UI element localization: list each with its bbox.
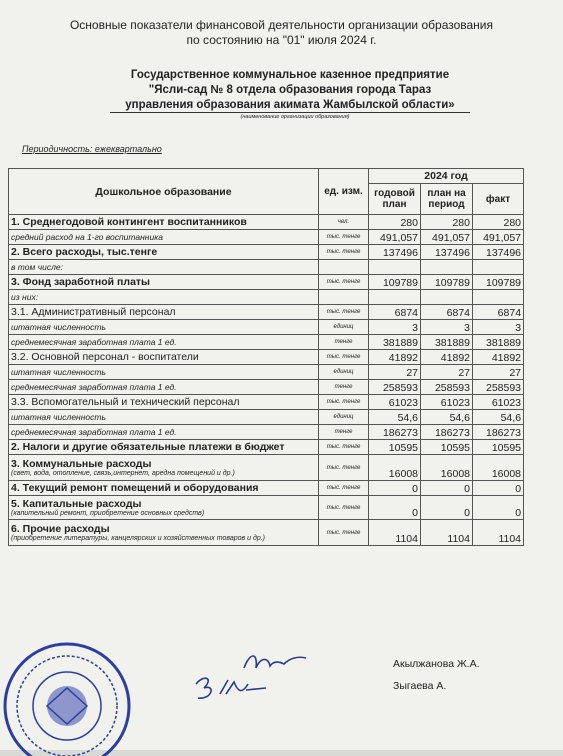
cell-annual: 41892 [369, 350, 421, 365]
row-name [9, 440, 319, 455]
cell-fact: 109789 [473, 275, 524, 290]
table-row [9, 260, 524, 275]
table-row [9, 481, 524, 496]
table-row [9, 496, 524, 520]
row-name-text: 4. Текущий ремонт помещений и оборудования [11, 482, 259, 494]
row-unit: тыс. тенге [319, 440, 369, 455]
periodicity: Периодичность: ежеквартально [22, 144, 162, 154]
cell-fact: 54,6 [473, 410, 524, 425]
cell-fact: 41892 [473, 350, 524, 365]
row-name-text: среднемесячная заработная плата 1 ед. [11, 382, 177, 392]
cell-fact: 186273 [473, 425, 524, 440]
row-name [9, 395, 319, 410]
row-name-text: 2. Налоги и другие обязательные платежи в бюджет [11, 441, 285, 453]
row-name-text: 1. Среднегодовой контингент воспитанников [11, 216, 247, 228]
cell-fact: 3 [473, 320, 524, 335]
row-name [9, 290, 319, 305]
row-name-text: средний расход на 1-го воспитанника [11, 232, 163, 242]
table-row [9, 380, 524, 395]
header-annual-plan: годовой план [369, 184, 421, 215]
row-name-text: 3.2. Основной персонал - воспитатели [11, 351, 199, 363]
cell-annual: 3 [369, 320, 421, 335]
cell-period: 109789 [421, 275, 473, 290]
cell-fact: 280 [473, 215, 524, 230]
row-unit: единиц [319, 410, 369, 425]
signature-2 [190, 672, 270, 704]
table-row [9, 245, 524, 260]
row-name [9, 365, 319, 380]
cell-annual: 16008 [369, 455, 421, 481]
cell-fact [473, 290, 524, 305]
row-subtext: (свет, вода, отопление, связь,интернет, аредна помещений и др.) [11, 470, 235, 477]
row-name-text: среднемесячная заработная плата 1 ед. [11, 427, 177, 437]
row-unit: тенге [319, 335, 369, 350]
cell-annual: 6874 [369, 305, 421, 320]
row-name [9, 350, 319, 365]
row-name [9, 260, 319, 275]
row-name-text: среднемесячная заработная плата 1 ед. [11, 337, 177, 347]
row-name [9, 245, 319, 260]
org-line-3: управления образования акимата Жамбылской области» [125, 99, 455, 111]
row-unit: тыс. тенге [319, 520, 369, 546]
cell-fact: 16008 [473, 455, 524, 481]
cell-period: 137496 [421, 245, 473, 260]
row-name-text: штатная численность [11, 322, 106, 332]
row-subtext: (приобретение литературы, канцелярских и хозяйственных товаров и др.) [11, 535, 265, 542]
row-unit: тыс. тенге [319, 395, 369, 410]
row-name [9, 335, 319, 350]
signatory-2-name: Зыгаева А. [393, 680, 447, 692]
cell-annual: 491,057 [369, 230, 421, 245]
row-name [9, 410, 319, 425]
row-name [9, 496, 319, 520]
cell-annual [369, 260, 421, 275]
table-row [9, 425, 524, 440]
row-name-text: в том числе: [11, 262, 63, 272]
row-name [9, 481, 319, 496]
cell-annual: 27 [369, 365, 421, 380]
financial-table [8, 168, 524, 546]
cell-period: 54,6 [421, 410, 473, 425]
row-unit: тыс. тенге [319, 455, 369, 481]
header-period-plan: план на период [421, 184, 473, 215]
cell-fact: 10595 [473, 440, 524, 455]
cell-period: 186273 [421, 425, 473, 440]
row-name [9, 520, 319, 546]
row-name [9, 305, 319, 320]
table-row [9, 215, 524, 230]
row-name-text: из них: [11, 292, 39, 302]
table-row [9, 320, 524, 335]
row-unit: тыс. тенге [319, 350, 369, 365]
cell-period: 491,057 [421, 230, 473, 245]
signatory-1-name: Акылжанова Ж.А. [393, 658, 480, 670]
cell-annual: 54,6 [369, 410, 421, 425]
cell-period [421, 260, 473, 275]
row-name-text: 5. Капитальные расходы [11, 498, 142, 510]
row-unit: тыс. тенге [319, 496, 369, 520]
cell-period: 280 [421, 215, 473, 230]
row-unit: тыс. тенге [319, 230, 369, 245]
cell-annual: 0 [369, 481, 421, 496]
cell-fact: 27 [473, 365, 524, 380]
row-name [9, 215, 319, 230]
row-name-text: штатная численность [11, 367, 106, 377]
row-name-text: 3. Фонд заработной платы [11, 276, 151, 288]
table-row [9, 230, 524, 245]
cell-period: 27 [421, 365, 473, 380]
cell-fact: 258593 [473, 380, 524, 395]
table-row [9, 520, 524, 546]
row-unit: тыс. тенге [319, 305, 369, 320]
cell-annual: 258593 [369, 380, 421, 395]
cell-annual: 186273 [369, 425, 421, 440]
row-subtext: (капительный ремонт, приобретение основных средств) [11, 510, 205, 517]
row-unit: тенге [319, 425, 369, 440]
cell-annual [369, 290, 421, 305]
document-date: по состоянию на "01" июля 2024 г. [186, 33, 377, 47]
header-fact: факт [473, 184, 524, 215]
cell-period: 258593 [421, 380, 473, 395]
cell-period: 3 [421, 320, 473, 335]
table-row [9, 290, 524, 305]
cell-annual: 109789 [369, 275, 421, 290]
row-name [9, 230, 319, 245]
cell-period: 61023 [421, 395, 473, 410]
row-name-text: 2. Всего расходы, тыс.тенге [11, 246, 158, 258]
cell-fact [473, 260, 524, 275]
row-name [9, 455, 319, 481]
row-name [9, 320, 319, 335]
cell-fact: 61023 [473, 395, 524, 410]
row-unit [319, 260, 369, 275]
cell-period: 41892 [421, 350, 473, 365]
table-row [9, 350, 524, 365]
header-name: Дошкольное образование [9, 169, 319, 215]
row-unit: тенге [319, 380, 369, 395]
cell-annual: 137496 [369, 245, 421, 260]
org-line-1: Государственное коммунальное казенное предприятие [130, 69, 450, 81]
cell-fact: 0 [473, 481, 524, 496]
table-row [9, 395, 524, 410]
row-name-text: 6. Прочие расходы [11, 523, 110, 535]
cell-annual: 61023 [369, 395, 421, 410]
row-name [9, 275, 319, 290]
table-row [9, 275, 524, 290]
cell-annual: 10595 [369, 440, 421, 455]
org-note: (наименование организации образования) [240, 114, 350, 120]
cell-fact: 1104 [473, 520, 524, 546]
cell-period: 1104 [421, 520, 473, 546]
cell-period [421, 290, 473, 305]
round-stamp [0, 626, 145, 756]
table-body [9, 215, 524, 546]
cell-period: 6874 [421, 305, 473, 320]
cell-annual: 381889 [369, 335, 421, 350]
row-name-text: штатная численность [11, 412, 106, 422]
row-unit: чел. [319, 215, 369, 230]
row-unit: тыс. тенге [319, 481, 369, 496]
table-row [9, 365, 524, 380]
cell-fact: 6874 [473, 305, 524, 320]
row-name-text: 3.3. Вспомогательный и технический персонал [11, 396, 240, 408]
cell-fact: 137496 [473, 245, 524, 260]
row-name [9, 380, 319, 395]
cell-annual: 280 [369, 215, 421, 230]
cell-annual: 0 [369, 496, 421, 520]
row-unit: единиц [319, 365, 369, 380]
row-name-text: 3.1. Административный персонал [11, 306, 176, 318]
table-row [9, 455, 524, 481]
cell-fact: 381889 [473, 335, 524, 350]
cell-period: 0 [421, 481, 473, 496]
row-unit: тыс. тенге [319, 275, 369, 290]
row-unit [319, 290, 369, 305]
cell-annual: 1104 [369, 520, 421, 546]
cell-fact: 0 [473, 496, 524, 520]
cell-period: 381889 [421, 335, 473, 350]
cell-period: 0 [421, 496, 473, 520]
table-row [9, 410, 524, 425]
row-name-text: 3. Коммунальные расходы [11, 458, 152, 470]
row-unit: единиц [319, 320, 369, 335]
header-unit: ед. изм. [319, 169, 369, 215]
table-row [9, 335, 524, 350]
document-title: Основные показатели финансовой деятельности организации образования [69, 18, 494, 32]
row-name [9, 425, 319, 440]
table-row [9, 440, 524, 455]
cell-period: 16008 [421, 455, 473, 481]
header-year: 2024 год [369, 169, 524, 184]
org-underline [110, 112, 470, 113]
table-row [9, 305, 524, 320]
row-unit: тыс. тенге [319, 245, 369, 260]
cell-period: 10595 [421, 440, 473, 455]
org-line-2: "Ясли-сад № 8 отдела образования города Тараз [148, 84, 432, 96]
cell-fact: 491,057 [473, 230, 524, 245]
